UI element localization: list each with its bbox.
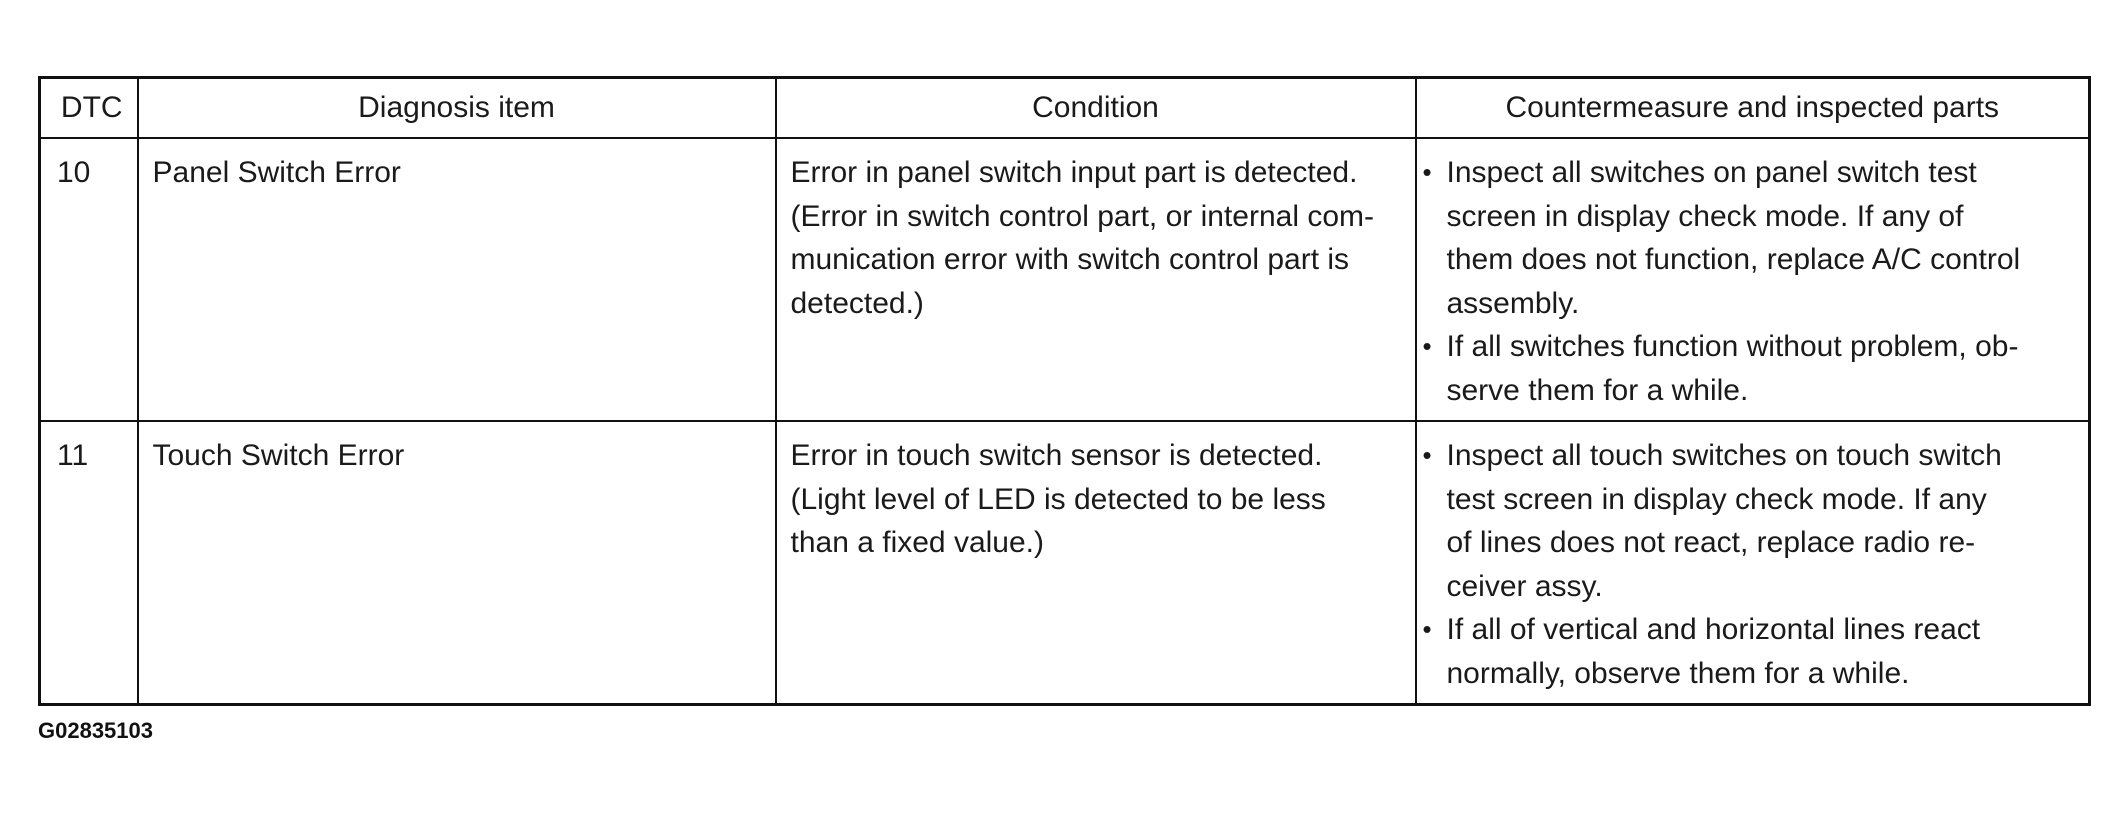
bullet-icon: • — [1422, 440, 1432, 470]
cell-condition — [776, 421, 1416, 705]
figure-id: G02835103 — [38, 718, 153, 743]
condition-line: Error in touch switch sensor is detected. — [790, 439, 1323, 472]
countermeasure-line: assembly. — [1446, 286, 1580, 320]
countermeasure-line: ceiver assy. — [1446, 569, 1603, 603]
header-dtc: DTC — [40, 78, 138, 139]
table-row — [40, 138, 2090, 421]
header-countermeasure: Countermeasure and inspected parts — [1416, 78, 2090, 139]
dtc-table — [38, 76, 2091, 706]
header-diagnosis-item: Diagnosis item — [138, 78, 776, 139]
cell-condition — [776, 138, 1416, 421]
countermeasure-item — [1422, 434, 2075, 608]
cell-dtc: 10 — [40, 138, 138, 421]
countermeasure-line: them does not function, replace A/C control — [1446, 243, 2021, 276]
countermeasure-text: Inspect all touch switches on touch switch — [1446, 439, 2002, 472]
condition-line: (Error in switch control part, or internal com- — [790, 199, 1375, 233]
condition-line: munication error with switch control part is — [790, 243, 1350, 276]
countermeasure-line — [1422, 434, 2075, 478]
countermeasure-item — [1422, 151, 2075, 325]
bullet-icon: • — [1422, 331, 1432, 361]
cell-dtc: 11 — [40, 421, 138, 705]
countermeasure-item — [1422, 325, 2075, 412]
condition-line: than a fixed value.) — [790, 526, 1044, 559]
countermeasure-text: Inspect all switches on panel switch test — [1446, 156, 1977, 189]
countermeasure-line — [1422, 608, 2075, 652]
countermeasure-line: test screen in display check mode. If any — [1446, 482, 1987, 516]
condition-line: (Light level of LED is detected to be less — [790, 482, 1326, 516]
countermeasure-text: If all of vertical and horizontal lines react — [1446, 613, 1981, 646]
countermeasure-line: screen in display check mode. If any of — [1446, 199, 1964, 233]
countermeasure-line: of lines does not react, replace radio re- — [1446, 526, 1976, 559]
countermeasure-item — [1422, 608, 2075, 695]
cell-diagnosis-item: Touch Switch Error — [138, 421, 776, 705]
header-condition: Condition — [776, 78, 1416, 139]
countermeasure-line — [1422, 151, 2075, 195]
cell-countermeasure — [1416, 138, 2090, 421]
condition-line: detected.) — [790, 286, 924, 320]
countermeasure-line: serve them for a while. — [1446, 373, 1749, 407]
condition-line: Error in panel switch input part is detected. — [790, 156, 1358, 189]
table-row — [40, 421, 2090, 705]
countermeasure-line — [1422, 325, 2075, 369]
cell-diagnosis-item: Panel Switch Error — [138, 138, 776, 421]
bullet-icon: • — [1422, 157, 1432, 187]
countermeasure-line: normally, observe them for a while. — [1446, 656, 1910, 690]
countermeasure-text: If all switches function without problem, ob- — [1446, 330, 2019, 363]
bullet-icon: • — [1422, 614, 1432, 644]
table-header-row — [40, 78, 2090, 139]
cell-countermeasure — [1416, 421, 2090, 705]
